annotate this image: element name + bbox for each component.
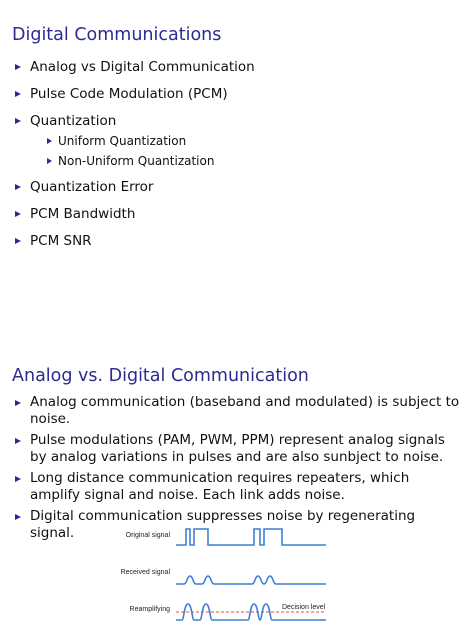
signal-waveforms	[118, 522, 348, 632]
outline-subitem	[30, 153, 255, 169]
outline-item	[12, 205, 255, 223]
triangle-bullet-icon	[15, 476, 21, 482]
outline-item-label: Pulse Code Modulation (PCM)	[30, 86, 228, 102]
content-item-text: Digital communication suppresses noise by regenerating signal.	[30, 508, 416, 541]
outline-item-label: Analog vs Digital Communication	[30, 59, 255, 75]
triangle-bullet-icon	[47, 158, 52, 164]
triangle-bullet-icon	[15, 184, 21, 190]
triangle-bullet-icon	[15, 211, 21, 217]
received-signal-label: Received signal	[120, 569, 170, 576]
triangle-bullet-icon	[15, 400, 21, 406]
outline-item-label: PCM Bandwidth	[30, 206, 136, 222]
content-item-text: Long distance communication requires repeaters, which amplify signal and noise. Each link adds noise.	[30, 470, 410, 503]
triangle-bullet-icon	[15, 238, 21, 244]
content-item	[12, 394, 462, 428]
outline-item-label: Quantization	[30, 113, 117, 129]
outline-subitem-label: Non-Uniform Quantization	[58, 154, 215, 168]
outline-item	[12, 85, 255, 103]
triangle-bullet-icon	[47, 138, 52, 144]
content-item-text: Analog communication (baseband and modulated) is subject to noise.	[30, 394, 460, 427]
slide-title: Digital Communications	[12, 25, 222, 45]
slide-analog-vs-digital	[0, 348, 474, 632]
triangle-bullet-icon	[15, 118, 21, 124]
content-item	[12, 470, 462, 504]
triangle-bullet-icon	[15, 514, 21, 520]
triangle-bullet-icon	[15, 438, 21, 444]
content-item-text: Pulse modulations (PAM, PWM, PPM) represent analog signals by analog variations in pulses and are also sunbject to noise.	[30, 432, 445, 465]
original-signal-wave	[176, 529, 326, 545]
outline-subitem	[30, 133, 255, 149]
outline-item	[12, 112, 255, 169]
reamplifying-label: Reamplifying	[129, 606, 170, 613]
triangle-bullet-icon	[15, 64, 21, 70]
outline-item	[12, 232, 255, 250]
outline-item	[12, 178, 255, 196]
outline-subitem-label: Uniform Quantization	[58, 134, 187, 148]
outline-item-label: Quantization Error	[30, 179, 154, 195]
regeneration-figure	[118, 522, 348, 632]
outline-item-label: PCM SNR	[30, 233, 92, 249]
triangle-bullet-icon	[15, 91, 21, 97]
outline-sublist	[30, 133, 255, 169]
outline-list	[12, 58, 255, 259]
content-item	[12, 432, 462, 466]
outline-item	[12, 58, 255, 76]
decision-level-label: Decision level	[282, 604, 326, 611]
received-signal-wave	[176, 576, 326, 584]
original-signal-label: Original signal	[125, 532, 170, 539]
slide-title: Analog vs. Digital Communication	[12, 366, 309, 386]
